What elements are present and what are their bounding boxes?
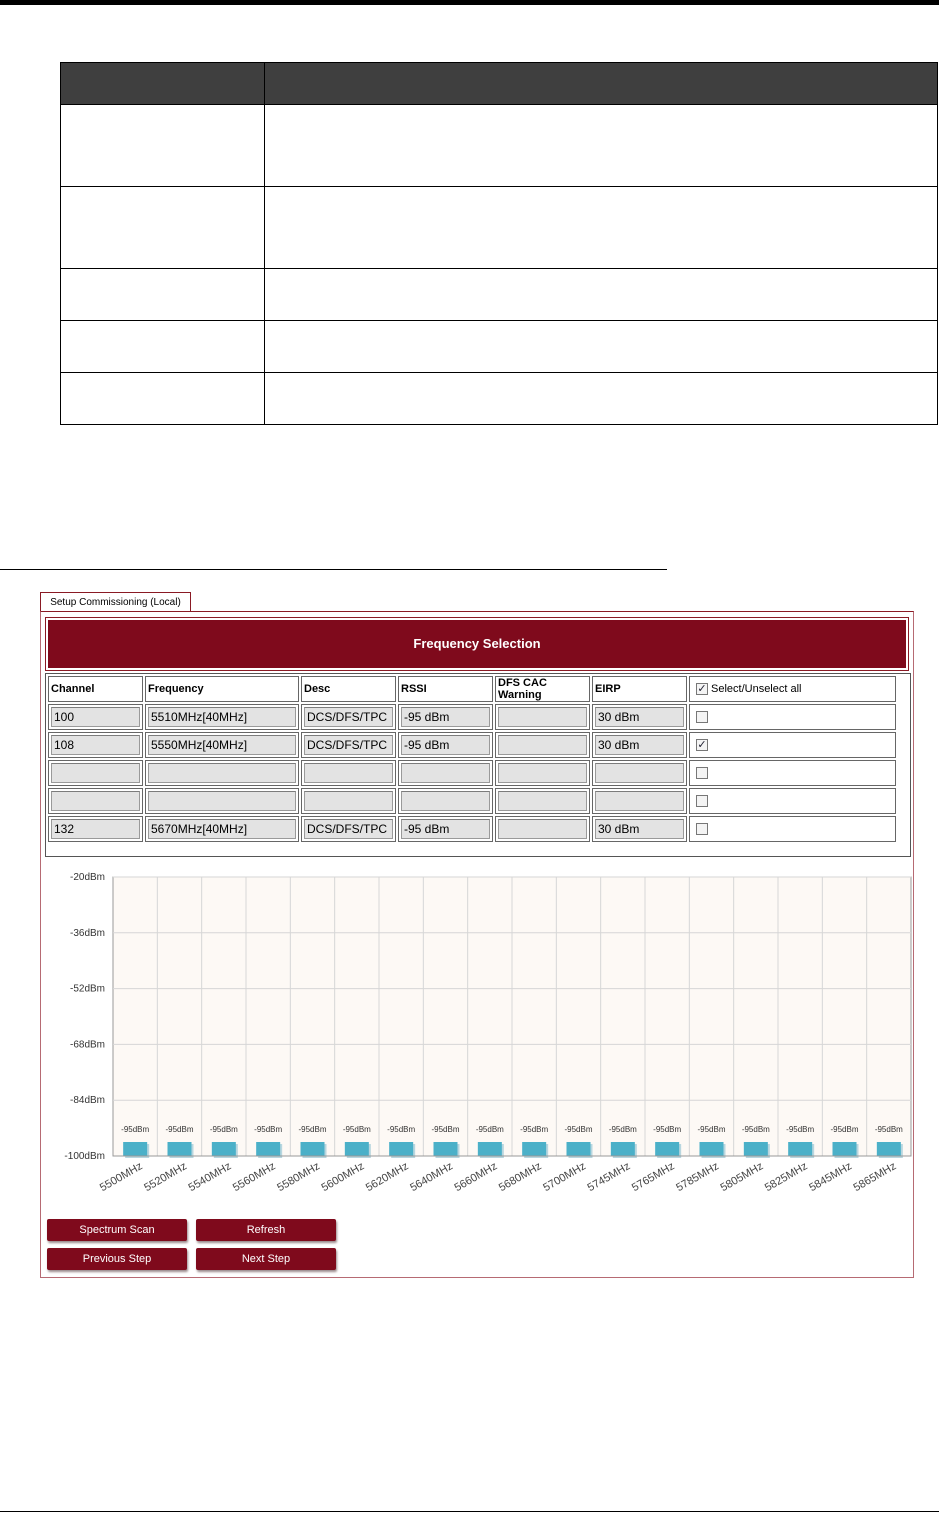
bar-data-label: -95dBm <box>431 1125 460 1134</box>
x-tick-label: 5500MHz <box>97 1160 145 1195</box>
x-tick-label: 5600MHz <box>319 1160 367 1195</box>
document-table-row <box>61 373 938 425</box>
rssi-field[interactable] <box>401 763 490 783</box>
channel-row-cell <box>398 816 493 842</box>
bar-data-label: -95dBm <box>387 1125 416 1134</box>
document-table-row <box>61 269 938 321</box>
bar-data-label: -95dBm <box>830 1125 859 1134</box>
next-step-button[interactable]: Next Step <box>196 1248 336 1270</box>
tab-setup-commissioning[interactable]: Setup Commissioning (Local) <box>40 592 191 612</box>
spectrum-scan-button[interactable]: Spectrum Scan <box>47 1219 187 1241</box>
document-table-row <box>61 187 938 269</box>
x-tick-label: 5845MHz <box>807 1160 854 1195</box>
channel-grid <box>45 673 911 857</box>
channel-row-cell <box>145 816 299 842</box>
bar-data-label: -95dBm <box>653 1125 682 1134</box>
frequency-field[interactable]: 5510MHz[40MHz] <box>148 707 296 727</box>
col-header-frequency: Frequency <box>145 676 299 702</box>
dfs-cac-warning-field[interactable] <box>498 819 587 839</box>
x-tick-label: 5620MHz <box>363 1160 411 1195</box>
bar-data-label: -95dBm <box>520 1125 549 1134</box>
x-tick-label: 5805MHz <box>718 1160 766 1195</box>
col-header-rssi: RSSI <box>398 676 493 702</box>
channel-row-cell <box>592 732 687 758</box>
col-header-desc: Desc <box>301 676 396 702</box>
col-header-eirp: EIRP <box>592 676 687 702</box>
bar <box>168 1142 192 1156</box>
channel-row-cell <box>301 732 396 758</box>
document-table-header-cell <box>265 63 938 105</box>
dfs-cac-warning-field[interactable] <box>498 791 587 811</box>
select-all-label: Select/Unselect all <box>711 682 802 695</box>
frequency-selection-panel <box>40 611 914 1278</box>
eirp-field[interactable]: 30 dBm <box>595 707 684 727</box>
document-table <box>60 62 938 425</box>
channel-field[interactable]: 100 <box>51 707 140 727</box>
channel-row-cell <box>301 704 396 730</box>
x-tick-label: 5680MHz <box>496 1160 544 1195</box>
bar <box>345 1142 369 1156</box>
select-all-checkbox[interactable]: ✓ <box>697 683 707 696</box>
bar <box>567 1142 591 1156</box>
channel-row <box>48 788 896 814</box>
y-tick-label: -36dBm <box>69 927 105 939</box>
col-header-dfs-cac-warning: DFS CAC Warning <box>495 676 590 702</box>
document-table-row <box>61 105 938 187</box>
eirp-field[interactable] <box>595 791 684 811</box>
document-table-header-row <box>61 63 938 105</box>
channel-field[interactable] <box>51 791 140 811</box>
rssi-field[interactable] <box>401 791 490 811</box>
panel-title: Frequency Selection <box>48 620 906 668</box>
channel-row-cell <box>592 760 687 786</box>
channel-row-cell <box>48 732 143 758</box>
channel-row-cell <box>48 788 143 814</box>
y-tick-label: -84dBm <box>69 1095 105 1107</box>
channel-row-cell <box>145 704 299 730</box>
dfs-cac-warning-field[interactable] <box>498 763 587 783</box>
bar <box>655 1142 679 1156</box>
channel-row-cell <box>301 760 396 786</box>
frequency-field[interactable] <box>148 763 296 783</box>
channel-row-cell <box>495 816 590 842</box>
page-top-rule <box>0 0 939 5</box>
desc-field[interactable] <box>304 763 393 783</box>
y-tick-label: -100dBm <box>64 1151 105 1162</box>
col-header-channel: Channel <box>48 676 143 702</box>
channel-select-checkbox[interactable]: ✓ <box>697 738 707 751</box>
rssi-field[interactable]: -95 dBm <box>401 707 490 727</box>
bar <box>833 1142 857 1156</box>
x-tick-label: 5785MHz <box>674 1160 721 1195</box>
x-tick-label: 5580MHz <box>275 1160 322 1195</box>
channel-row-cell <box>495 704 590 730</box>
bar <box>478 1142 502 1156</box>
bar-data-label: -95dBm <box>209 1125 238 1134</box>
channel-row-cell <box>48 704 143 730</box>
channel-row-cell <box>592 704 687 730</box>
panel-header <box>45 617 909 671</box>
x-tick-label: 5700MHz <box>541 1160 588 1195</box>
desc-field[interactable]: DCS/DFS/TPC <box>304 735 393 755</box>
channel-row-cell <box>48 816 143 842</box>
x-tick-label: 5560MHz <box>230 1160 278 1195</box>
bar-data-label: -95dBm <box>121 1125 150 1134</box>
channel-row-cell <box>398 704 493 730</box>
bar <box>788 1142 812 1156</box>
bar <box>389 1142 413 1156</box>
bar-data-label: -95dBm <box>342 1125 371 1134</box>
spectrum-chart <box>41 864 913 1204</box>
x-tick-label: 5540MHz <box>186 1160 234 1195</box>
channel-row-cell <box>398 760 493 786</box>
x-tick-label: 5660MHz <box>452 1160 500 1195</box>
channel-row-cell <box>48 760 143 786</box>
bar-data-label: -95dBm <box>165 1125 194 1134</box>
dfs-cac-warning-field[interactable] <box>498 707 587 727</box>
document-table-row <box>61 321 938 373</box>
bar <box>212 1142 236 1156</box>
x-tick-label: 5865MHz <box>851 1160 899 1195</box>
channel-row-cell <box>301 788 396 814</box>
channel-row <box>48 760 896 786</box>
bar <box>123 1142 147 1156</box>
channel-row-cell <box>592 816 687 842</box>
channel-select-cell <box>689 788 896 814</box>
channel-select-cell <box>689 704 896 730</box>
x-tick-label: 5745MHz <box>585 1160 633 1195</box>
desc-field[interactable]: DCS/DFS/TPC <box>304 819 393 839</box>
eirp-field[interactable] <box>595 763 684 783</box>
bar <box>256 1142 280 1156</box>
bar-data-label: -95dBm <box>608 1125 637 1134</box>
frequency-field[interactable] <box>148 791 296 811</box>
previous-step-button[interactable]: Previous Step <box>47 1248 187 1270</box>
bar <box>877 1142 901 1156</box>
x-tick-label: 5640MHz <box>408 1160 455 1195</box>
channel-row-cell <box>495 788 590 814</box>
bar-data-label: -95dBm <box>298 1125 327 1134</box>
y-tick-label: -52dBm <box>69 983 105 995</box>
bar <box>700 1142 724 1156</box>
channel-select-checkbox[interactable] <box>696 767 708 779</box>
section-underline <box>0 569 667 570</box>
eirp-field[interactable]: 30 dBm <box>595 735 684 755</box>
channel-row <box>48 704 896 730</box>
channel-row-cell <box>145 760 299 786</box>
y-tick-label: -68dBm <box>69 1039 105 1051</box>
x-tick-label: 5765MHz <box>629 1160 677 1195</box>
channel-select-checkbox[interactable] <box>696 711 708 723</box>
bar-data-label: -95dBm <box>697 1125 726 1134</box>
channel-row-cell <box>495 760 590 786</box>
bar-data-label: -95dBm <box>254 1125 283 1134</box>
bar <box>301 1142 325 1156</box>
bar <box>522 1142 546 1156</box>
channel-table <box>46 674 898 844</box>
page-bottom-rule <box>0 1511 939 1512</box>
channel-field[interactable] <box>51 763 140 783</box>
bar-data-label: -95dBm <box>741 1125 770 1134</box>
x-tick-label: 5825MHz <box>762 1160 810 1195</box>
channel-select-checkbox[interactable] <box>696 795 708 807</box>
eirp-field[interactable]: 30 dBm <box>595 819 684 839</box>
channel-row-cell <box>398 732 493 758</box>
desc-field[interactable] <box>304 791 393 811</box>
channel-row-cell <box>398 788 493 814</box>
channel-select-cell <box>689 732 896 758</box>
channel-row-cell <box>145 732 299 758</box>
channel-row-cell <box>495 732 590 758</box>
rssi-field[interactable]: -95 dBm <box>401 819 490 839</box>
bar <box>744 1142 768 1156</box>
channel-row-cell <box>145 788 299 814</box>
dfs-cac-warning-field[interactable] <box>498 735 587 755</box>
channel-select-checkbox[interactable] <box>696 823 708 835</box>
bar <box>611 1142 635 1156</box>
document-table-header-cell <box>61 63 265 105</box>
channel-select-cell <box>689 760 896 786</box>
x-tick-label: 5520MHz <box>142 1160 189 1195</box>
refresh-button[interactable]: Refresh <box>196 1219 336 1241</box>
bar-data-label: -95dBm <box>564 1125 593 1134</box>
bar-data-label: -95dBm <box>874 1125 903 1134</box>
frequency-field[interactable]: 5670MHz[40MHz] <box>148 819 296 839</box>
channel-table-header <box>48 676 896 702</box>
channel-row <box>48 732 896 758</box>
channel-row-cell <box>301 816 396 842</box>
y-tick-label: -20dBm <box>69 872 105 883</box>
bar-data-label: -95dBm <box>475 1125 504 1134</box>
desc-field[interactable]: DCS/DFS/TPC <box>304 707 393 727</box>
channel-row-cell <box>592 788 687 814</box>
channel-row <box>48 816 896 842</box>
bar-data-label: -95dBm <box>786 1125 815 1134</box>
select-all-cell <box>689 676 896 702</box>
bar <box>434 1142 458 1156</box>
channel-field[interactable]: 132 <box>51 819 140 839</box>
channel-select-cell <box>689 816 896 842</box>
channel-field[interactable]: 108 <box>51 735 140 755</box>
rssi-field[interactable]: -95 dBm <box>401 735 490 755</box>
frequency-field[interactable]: 5550MHz[40MHz] <box>148 735 296 755</box>
